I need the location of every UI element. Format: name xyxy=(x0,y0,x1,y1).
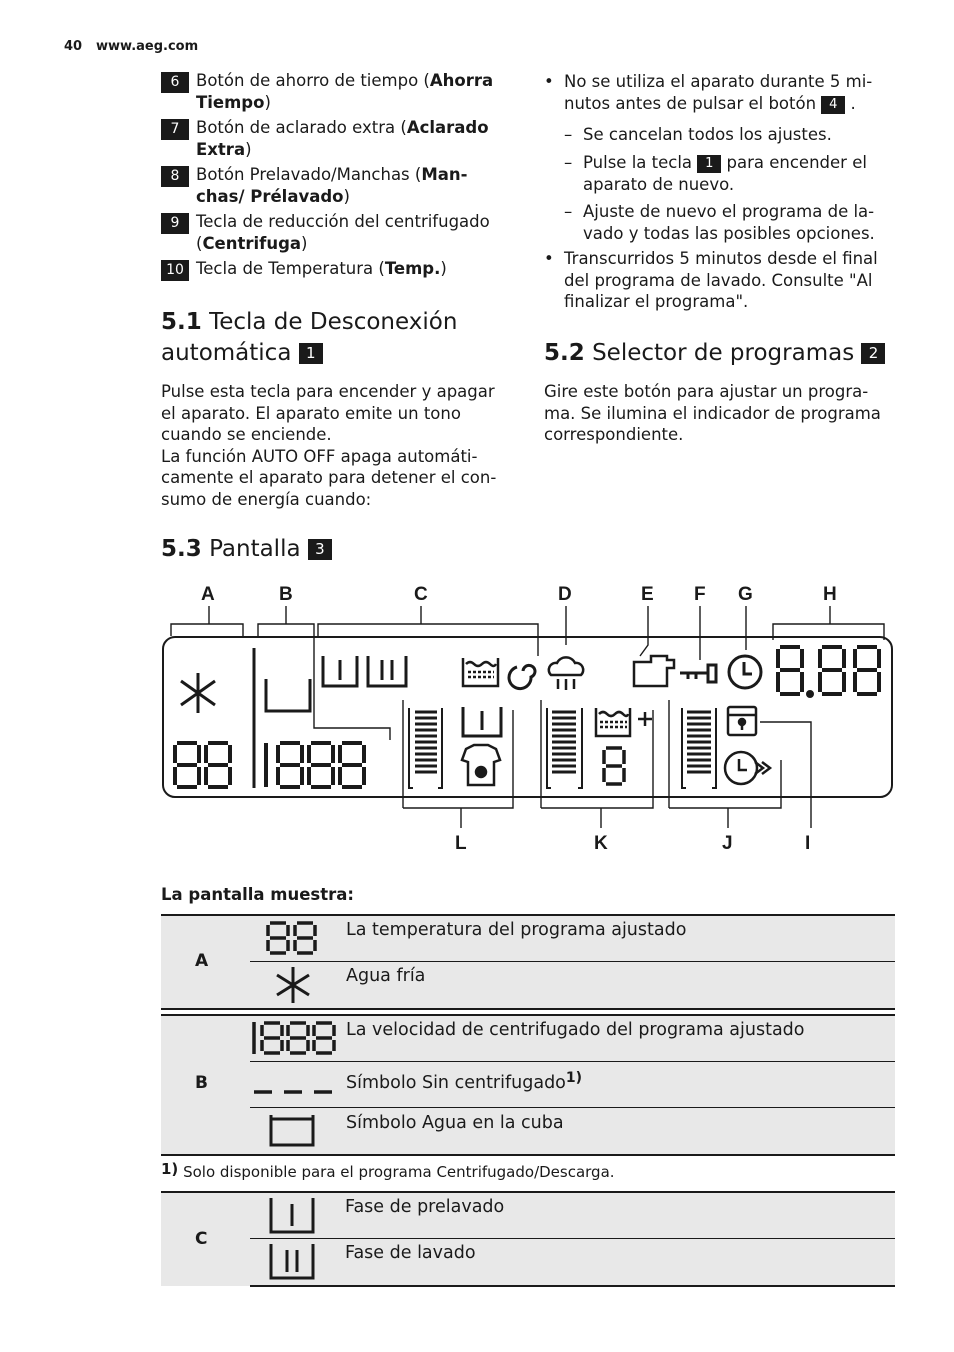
delay-start-icon xyxy=(725,752,770,784)
row-divider xyxy=(161,1014,895,1016)
prewash-icon xyxy=(323,656,357,686)
label-h: H xyxy=(823,584,837,605)
item-text: Botón de aclarado extra ( xyxy=(196,118,407,137)
prewash-option-icon xyxy=(463,707,501,736)
section-badge: 2 xyxy=(861,343,885,364)
label-c: C xyxy=(414,584,428,605)
list-item: Pulse la tecla 1 para encender el aparato de nuevo. xyxy=(583,153,867,194)
callout-b xyxy=(258,606,314,636)
callout-i xyxy=(760,722,811,828)
label-l: L xyxy=(455,833,467,854)
item-number-badge: 7 xyxy=(161,119,189,140)
list-item: Ajuste de nuevo el programa de la- vado y todas las posibles opciones. xyxy=(583,202,875,243)
page-url: www.aeg.com xyxy=(96,39,199,54)
item-text: Botón de ahorro de tiempo ( xyxy=(196,71,430,90)
time-icon xyxy=(729,656,761,688)
table-cell-text: Fase de lavado xyxy=(345,1243,476,1263)
list-item xyxy=(161,70,511,114)
item-bold: Temp. xyxy=(384,259,441,278)
list-item xyxy=(161,258,511,280)
table-cell-text: Agua fría xyxy=(346,966,426,986)
table-cell-text: Símbolo Agua en la cuba xyxy=(346,1113,564,1133)
button-badge: 4 xyxy=(821,96,845,114)
item-bold: Centrifuga xyxy=(202,234,302,253)
section-heading: 5.1 Tecla de Desconexión automática 1 xyxy=(161,309,458,366)
row-divider xyxy=(161,914,895,916)
page-number: 40 xyxy=(64,39,83,54)
row-divider xyxy=(161,1008,895,1010)
item-bold: Man-chas/ Prélavado xyxy=(196,165,468,206)
table-cell-text: La temperatura del programa ajustado xyxy=(346,920,687,940)
row-divider xyxy=(250,961,895,962)
item-text: ) xyxy=(245,140,252,159)
bullet-dot: • xyxy=(544,72,554,91)
label-d: D xyxy=(558,584,572,605)
label-e: E xyxy=(641,584,654,605)
table-letter-b: B xyxy=(195,1073,208,1093)
label-f: F xyxy=(694,584,706,605)
spin-bars xyxy=(415,712,437,772)
water-in-drum-icon xyxy=(266,679,310,711)
wash-icon xyxy=(266,1242,318,1282)
extra-rinse-icon xyxy=(596,708,652,736)
row-divider xyxy=(250,1285,895,1287)
button-badge: 1 xyxy=(697,155,721,173)
dash: – xyxy=(564,125,573,144)
temperature-bars xyxy=(687,712,711,772)
section-badge: 1 xyxy=(299,343,323,364)
item-text: Tecla de Temperatura ( xyxy=(196,259,385,278)
lock-icon xyxy=(728,707,756,735)
item-bold: Aclarado Extra xyxy=(196,118,489,159)
water-in-drum-icon xyxy=(266,1111,318,1151)
table-letter-a: A xyxy=(195,951,209,971)
list-item xyxy=(161,117,511,161)
table-cell-text: La velocidad de centrifugado del programa ajustado xyxy=(346,1020,805,1040)
label-j: J xyxy=(722,833,733,854)
callout-a xyxy=(171,606,243,636)
dash: – xyxy=(564,202,573,221)
section-badge: 3 xyxy=(308,539,332,560)
label-a: A xyxy=(201,584,215,605)
list-item xyxy=(161,164,511,208)
temperature-digits xyxy=(175,743,230,787)
section-heading: 5.3 Pantalla 3 xyxy=(161,534,332,565)
item-number-badge: 10 xyxy=(161,260,189,281)
item-bold: Ahorra Tiempo xyxy=(196,71,494,112)
item-text: Botón Prelavado/Manchas ( xyxy=(196,165,422,184)
label-g: G xyxy=(738,584,753,605)
row-divider xyxy=(250,1238,895,1239)
row-divider xyxy=(250,1107,895,1108)
rinse-bars xyxy=(552,712,576,772)
item-number-badge: 6 xyxy=(161,72,189,93)
list-item: Se cancelan todos los ajustes. xyxy=(583,125,832,144)
item-number-badge: 8 xyxy=(161,166,189,187)
prewash-icon xyxy=(266,1196,318,1236)
spin-icon xyxy=(509,665,535,688)
cold-water-icon xyxy=(273,965,313,1005)
temperature-digits-icon xyxy=(266,920,318,956)
item-text: ) xyxy=(343,187,350,206)
key-icon xyxy=(680,665,716,682)
label-b: B xyxy=(279,584,293,605)
spin-speed-digits xyxy=(266,743,364,787)
table-cell-text: Símbolo Sin centrifugado$^{1)}$ xyxy=(346,1070,583,1093)
callout-h xyxy=(773,606,884,640)
table-cell-text: Fase de prelavado xyxy=(345,1197,505,1217)
item-text: ) xyxy=(264,93,271,112)
row-divider xyxy=(250,1061,895,1062)
section-heading: 5.2 Selector de programas 2 xyxy=(544,338,904,369)
cold-water-icon xyxy=(181,673,215,713)
section-body: Gire este botón para ajustar un progra- ma. Se ilumina el indicador de programa correspondiente. xyxy=(544,382,881,444)
steam-icon xyxy=(549,657,583,690)
shirt-icon xyxy=(462,745,500,785)
label-i: I xyxy=(805,833,811,854)
bullet-dot: • xyxy=(544,249,554,268)
callout-c xyxy=(318,606,538,656)
item-text: ) xyxy=(440,259,447,278)
callout-b-link xyxy=(314,636,390,740)
dash: – xyxy=(564,153,573,172)
display-frame xyxy=(163,637,892,797)
rinse-icon xyxy=(463,658,498,686)
footnote: 1) Solo disponible para el programa Centrifugado/Descarga. xyxy=(161,1160,615,1181)
callout-e xyxy=(640,606,648,656)
display-diagram xyxy=(0,570,954,860)
tap-icon xyxy=(634,656,674,686)
item-number-badge: 9 xyxy=(161,213,189,234)
rinse-count-digit xyxy=(604,748,624,784)
row-divider xyxy=(161,1154,895,1156)
label-k: K xyxy=(594,833,608,854)
wash-icon xyxy=(368,656,406,686)
section-body: Pulse esta tecla para encender y apagar el aparato. El aparato emite un tono cuando se enciende. La función AUTO OFF apaga automáti- camente el aparato para detener el con- sumo de energía cuando: xyxy=(161,382,497,509)
item-text: ) xyxy=(301,234,308,253)
list-item: No se utiliza el aparato durante 5 mi- nutos antes de pulsar el botón 4 . xyxy=(564,72,873,113)
row-divider xyxy=(161,1191,895,1193)
item-text: Tecla de reducción del centrifugado ( xyxy=(196,212,490,253)
list-item: Transcurridos 5 minutos desde el final del programa de lavado. Consulte "Al finalizar el programa". xyxy=(564,249,878,311)
table-heading: La pantalla muestra: xyxy=(161,885,355,904)
table-letter-c: C xyxy=(195,1229,208,1249)
spin-speed-digits-icon xyxy=(250,1020,338,1056)
list-item xyxy=(161,211,511,255)
remaining-time-digits xyxy=(778,647,879,696)
no-spin-icon xyxy=(250,1080,338,1100)
